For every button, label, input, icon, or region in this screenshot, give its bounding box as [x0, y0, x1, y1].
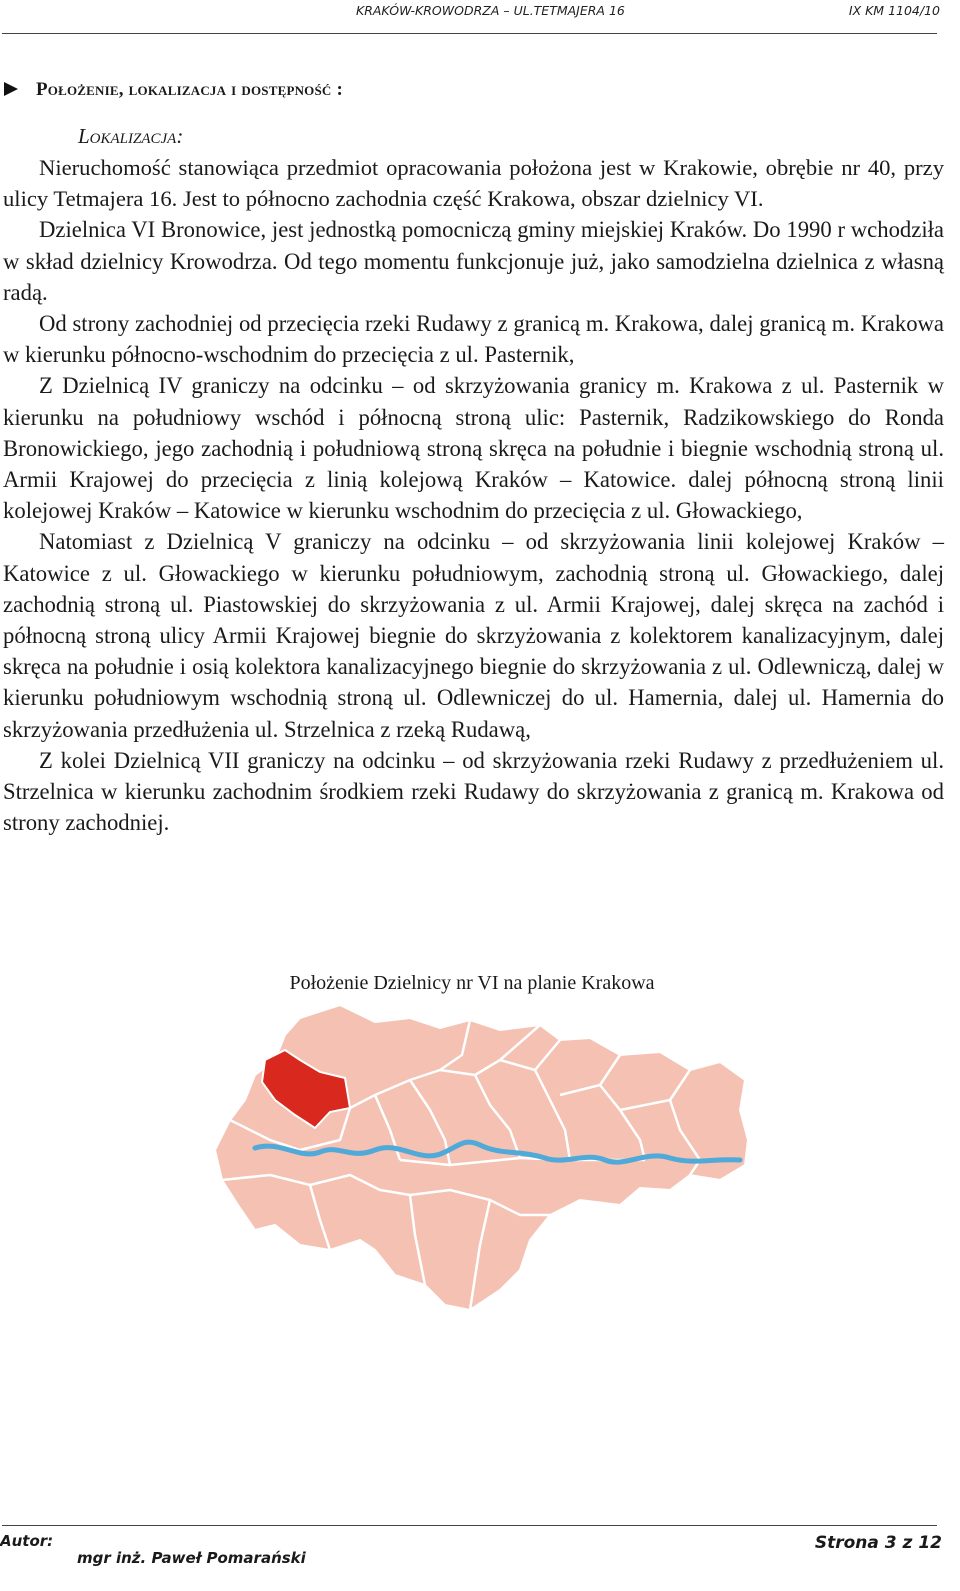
author-label: Autor: [0, 1532, 54, 1550]
triangle-bullet-icon [4, 82, 18, 96]
paragraph-district-v: Natomiast z Dzielnicą V graniczy na odcinku – od skrzyżowania linii kolejowej Kraków – Katowice z ul. Głowackiego w kierunku południowym, zachodnią stroną ul. Głowackiego, dalej zachodnią stroną ul. Piastowskiej do skrzyżowania z ul. Armii Krajowej, dalej skręca na zachód i północną stroną ulicy Armii Krajowej biegnie do skrzyżowania z kolektorem kanalizacyjnym, dalej skręca na południe i osią kolektora kanalizacyjnego biegnie do skrzyżowania z ul. Odlewniczą, dalej w kierunku południowym wschodnią stroną ul. Odlewniczej do ul. Hamernia, dalej ul. Hamernia do skrzyżowania przedłużenia ul. Strzelnica z rzeką Rudawą, [3, 529, 944, 742]
paragraph-district-iv: Z Dzielnicą IV graniczy na odcinku – od skrzyżowania granicy m. Krakowa z ul. Pasternik w kierunku na południowy wschód i północną stroną ulic: Pasternik, Radzikowskiego do Ronda Bronowickiego, jego zachodnią i południową stroną skręca na południe i biegnie wschodnią stroną ul. Armii Krajowej do przecięcia z linią kolejową Kraków – Katowice. dalej północną stroną linii kolejowej Kraków – Katowice w kierunku wschodnim do przecięcia z ul. Głowackiego, [3, 373, 944, 524]
page-number: Strona 3 z 12 [814, 1533, 942, 1553]
section-heading: Położenie, lokalizacja i dostępność : [4, 79, 343, 101]
header-case-number: IX KM 1104/10 [848, 3, 940, 18]
paragraph-district: Dzielnica VI Bronowice, jest jednostką pomocniczą gminy miejskiej Kraków. Do 1990 r wchodziła w skład dzielnicy Krowodrza. Od tego momentu funkcjonuje już, jako samodzielna dzielnica z własną radą. [3, 217, 944, 305]
map-caption: Położenie Dzielnicy nr VI na planie Krakowa [289, 972, 655, 994]
location-description [3, 152, 944, 838]
header-address: KRAKÓW-KROWODRZA – UL.TETMAJERA 16 [356, 3, 625, 18]
paragraph-intro: Nieruchomość stanowiąca przedmiot opracowania położona jest w Krakowie, obrębie nr 40, przy ulicy Tetmajera 16. Jest to północno zachodnia część Krakowa, obszar dzielnicy VI. [3, 155, 944, 212]
author-name: mgr inż. Paweł Pomarański [77, 1549, 306, 1567]
krakow-district-map [200, 1000, 760, 1330]
header-divider [2, 33, 937, 34]
subsection-heading: Lokalizacja: [78, 124, 184, 148]
paragraph-district-vii: Z kolei Dzielnicą VII graniczy na odcinku – od skrzyżowania rzeki Rudawy z przedłużeniem ul. Strzelnica w kierunku zachodnim środkiem rzeki Rudawy do skrzyżowania z granicą m. Krakowa od strony zachodniej. [3, 747, 944, 836]
page-header [0, 3, 960, 23]
footer-divider [2, 1525, 937, 1526]
paragraph-west-border: Od strony zachodniej od przecięcia rzeki Rudawy z granicą m. Krakowa, dalej granicą m. Krakowa w kierunku północno-wschodnim do przecięcia z ul. Pasternik, [3, 311, 944, 368]
